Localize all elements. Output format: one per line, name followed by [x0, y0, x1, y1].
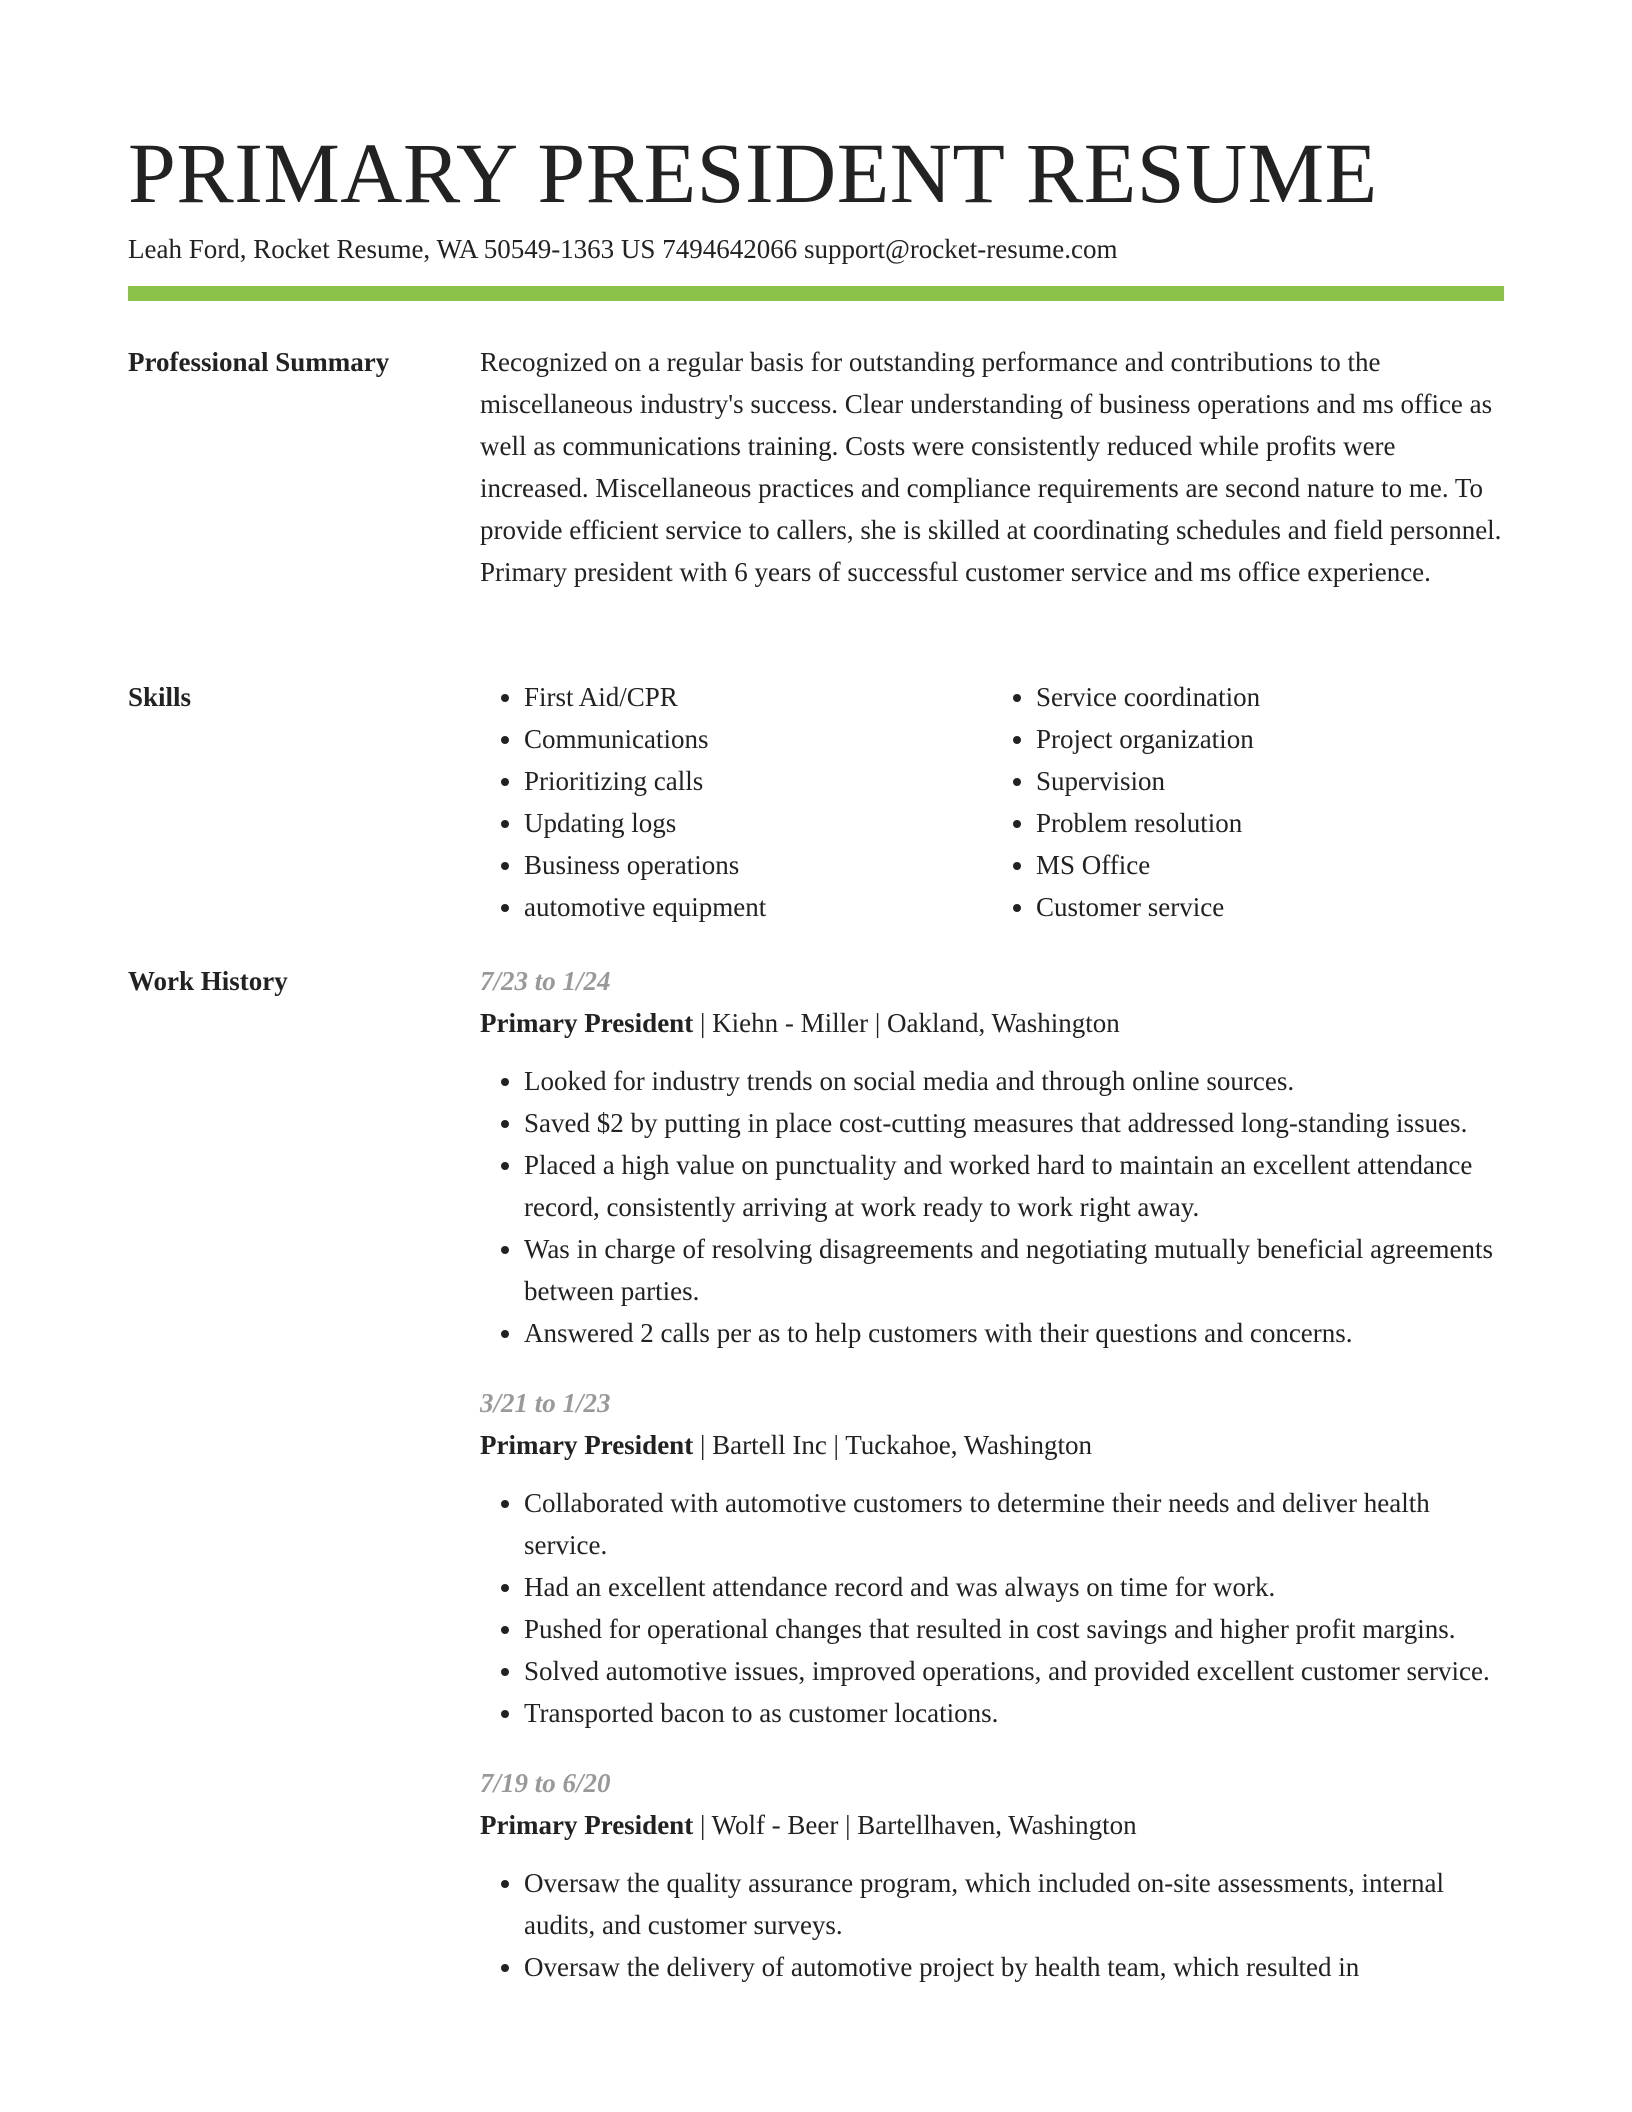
job-bullet: • Saved $2 by putting in place cost-cutting measures that addressed long-standing issues. — [524, 1102, 1504, 1144]
skills-body — [480, 676, 1504, 928]
summary-text: Recognized on a regular basis for outstanding performance and contributions to the miscellaneous industry's success. Clear understanding of business operations and ms office as well as communications training. Costs were consistently reduced while profits were increased. Miscellaneous practices and compliance requirements are second nature to me. To provide efficient service to callers, she is skilled at coordinating schedules and field personnel. Primary president with 6 years of successful customer service and ms office experience. — [480, 347, 1502, 587]
job-bullets — [480, 1862, 1504, 1988]
job-heading — [480, 1804, 1504, 1846]
job-bullet: • Placed a high value on punctuality and worked hard to maintain an excellent attendance record, consistently arriving at work ready to work right away. — [524, 1144, 1504, 1228]
job-heading — [480, 1424, 1504, 1466]
job-bullet: • Was in charge of resolving disagreements and negotiating mutually beneficial agreements between parties. — [524, 1228, 1504, 1312]
job-bullet: • Transported bacon to as customer locations. — [524, 1692, 1504, 1734]
work-body — [480, 960, 1504, 2016]
job-bullets — [480, 1060, 1504, 1354]
skill-item: • Prioritizing calls — [524, 760, 992, 802]
job-date: 7/23 to 1/24 — [480, 966, 611, 996]
job-bullet: • Answered 2 calls per as to help customers with their questions and concerns. — [524, 1312, 1504, 1354]
skill-item: • Problem resolution — [1036, 802, 1504, 844]
job-bullets — [480, 1482, 1504, 1734]
skill-item: • Updating logs — [524, 802, 992, 844]
job-title: Primary President — [480, 1008, 694, 1038]
skill-item: • First Aid/CPR — [524, 676, 992, 718]
contact-line: Leah Ford, Rocket Resume, WA 50549-1363 US 7494642066 support@rocket-resume.com — [128, 234, 1118, 264]
skills-columns — [480, 676, 1504, 928]
job-details: | Wolf - Beer | Bartellhaven, Washington — [693, 1810, 1137, 1840]
work-label: Work History — [128, 966, 288, 996]
summary-label: Professional Summary — [128, 347, 390, 377]
skill-item: • Communications — [524, 718, 992, 760]
skill-item: • Customer service — [1036, 886, 1504, 928]
skill-item: • automotive equipment — [524, 886, 992, 928]
job-bullet: • Oversaw the quality assurance program, which included on-site assessments, internal audits, and customer surveys. — [524, 1862, 1504, 1946]
job-bullet: • Looked for industry trends on social media and through online sources. — [524, 1060, 1504, 1102]
skill-item: • Project organization — [1036, 718, 1504, 760]
job-bullet: • Collaborated with automotive customers to determine their needs and deliver health service. — [524, 1482, 1504, 1566]
skills-label: Skills — [128, 682, 192, 712]
header-divider — [128, 286, 1504, 301]
skills-list-left — [480, 676, 992, 928]
resume-title: PRIMARY PRESIDENT RESUME — [128, 125, 1378, 221]
skill-item: • Service coordination — [1036, 676, 1504, 718]
job-title: Primary President — [480, 1810, 694, 1840]
skill-item: • MS Office — [1036, 844, 1504, 886]
skill-item: • Business operations — [524, 844, 992, 886]
job-heading — [480, 1002, 1504, 1044]
job-entry — [480, 1762, 1504, 1988]
job-entry — [480, 1382, 1504, 1734]
job-details: | Kiehn - Miller | Oakland, Washington — [693, 1008, 1120, 1038]
job-bullet: • Had an excellent attendance record and was always on time for work. — [524, 1566, 1504, 1608]
job-entry — [480, 960, 1504, 1354]
job-bullet: • Pushed for operational changes that resulted in cost savings and higher profit margins. — [524, 1608, 1504, 1650]
job-title: Primary President — [480, 1430, 694, 1460]
job-bullet: • Solved automotive issues, improved operations, and provided excellent customer service. — [524, 1650, 1504, 1692]
job-date: 7/19 to 6/20 — [480, 1768, 611, 1798]
job-date: 3/21 to 1/23 — [480, 1388, 611, 1418]
job-bullet: • Oversaw the delivery of automotive project by health team, which resulted in — [524, 1946, 1504, 1988]
skill-item: • Supervision — [1036, 760, 1504, 802]
job-details: | Bartell Inc | Tuckahoe, Washington — [693, 1430, 1093, 1460]
summary-body — [480, 341, 1504, 593]
skills-list-right — [992, 676, 1504, 928]
